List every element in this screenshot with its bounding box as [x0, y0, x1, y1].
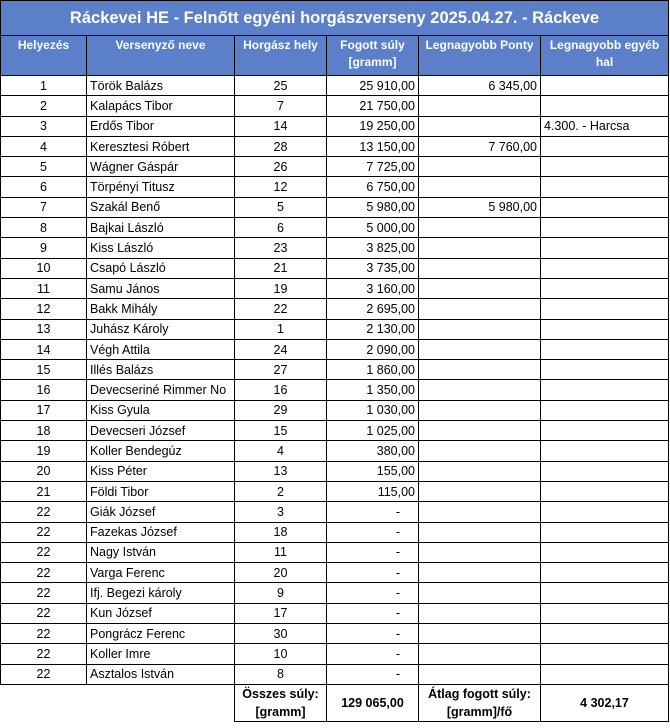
largest-carp-cell — [419, 542, 541, 562]
largest-other-fish-cell — [541, 400, 669, 420]
caught-weight-cell: 25 910,00 — [327, 76, 419, 96]
fishing-spot-cell: 16 — [235, 380, 327, 400]
table-row — [1, 522, 669, 542]
table-row — [1, 197, 669, 217]
largest-other-fish-cell — [541, 542, 669, 562]
fishing-spot-cell: 12 — [235, 177, 327, 197]
competitor-name-cell: Ifj. Begezi károly — [87, 583, 235, 603]
position-cell: 10 — [1, 258, 87, 278]
competitor-name-cell: Szakál Benő — [87, 197, 235, 217]
caught-weight-cell: 13 150,00 — [327, 136, 419, 156]
competitor-name-cell: Törpényi Titusz — [87, 177, 235, 197]
largest-carp-cell — [419, 339, 541, 359]
position-cell: 22 — [1, 624, 87, 644]
competitor-name-cell: Végh Attila — [87, 339, 235, 359]
largest-carp-cell — [419, 603, 541, 623]
table-row — [1, 96, 669, 116]
table-row — [1, 177, 669, 197]
position-cell: 15 — [1, 360, 87, 380]
column-header-position: Helyezés — [1, 36, 87, 76]
fishing-spot-cell: 19 — [235, 278, 327, 298]
table-row — [1, 441, 669, 461]
position-cell: 22 — [1, 522, 87, 542]
position-cell: 11 — [1, 278, 87, 298]
largest-other-fish-cell — [541, 96, 669, 116]
largest-other-fish-cell — [541, 380, 669, 400]
competitor-name-cell: Samu János — [87, 278, 235, 298]
caught-weight-cell: 7 725,00 — [327, 157, 419, 177]
largest-other-fish-cell — [541, 522, 669, 542]
total-weight-value: 129 065,00 — [327, 684, 419, 721]
largest-carp-cell — [419, 238, 541, 258]
summary-blank — [87, 684, 235, 721]
largest-other-fish-cell — [541, 238, 669, 258]
caught-weight-cell: 380,00 — [327, 441, 419, 461]
header-row — [1, 36, 669, 76]
fishing-spot-cell: 1 — [235, 319, 327, 339]
largest-carp-cell — [419, 96, 541, 116]
position-cell: 6 — [1, 177, 87, 197]
competitor-name-cell: Török Balázs — [87, 76, 235, 96]
largest-other-fish-cell — [541, 177, 669, 197]
average-weight-label: Átlag fogott súly: [gramm]/fő — [419, 684, 541, 721]
largest-carp-cell — [419, 380, 541, 400]
competitor-name-cell: Juhász Károly — [87, 319, 235, 339]
largest-other-fish-cell — [541, 197, 669, 217]
largest-carp-cell — [419, 319, 541, 339]
largest-carp-cell: 5 980,00 — [419, 197, 541, 217]
fishing-spot-cell: 13 — [235, 461, 327, 481]
caught-weight-cell: - — [327, 502, 419, 522]
position-cell: 7 — [1, 197, 87, 217]
fishing-spot-cell: 22 — [235, 299, 327, 319]
caught-weight-cell: 2 090,00 — [327, 339, 419, 359]
table-row — [1, 624, 669, 644]
caught-weight-cell: 1 025,00 — [327, 421, 419, 441]
competitor-name-cell: Asztalos István — [87, 664, 235, 684]
largest-other-fish-cell — [541, 76, 669, 96]
caught-weight-cell: 1 350,00 — [327, 380, 419, 400]
competitor-name-cell: Wágner Gáspár — [87, 157, 235, 177]
competitor-name-cell: Erdős Tibor — [87, 116, 235, 136]
largest-carp-cell — [419, 278, 541, 298]
largest-other-fish-cell — [541, 339, 669, 359]
competitor-name-cell: Varga Ferenc — [87, 563, 235, 583]
competitor-name-cell: Devecseriné Rimmer No — [87, 380, 235, 400]
table-row — [1, 542, 669, 562]
average-weight-value: 4 302,17 — [541, 684, 669, 721]
total-weight-label: Összes súly: [gramm] — [235, 684, 327, 721]
largest-carp-cell — [419, 461, 541, 481]
fishing-spot-cell: 18 — [235, 522, 327, 542]
largest-carp-cell — [419, 522, 541, 542]
caught-weight-cell: 3 735,00 — [327, 258, 419, 278]
largest-other-fish-cell — [541, 603, 669, 623]
caught-weight-cell: - — [327, 563, 419, 583]
caught-weight-cell: 2 130,00 — [327, 319, 419, 339]
largest-other-fish-cell — [541, 624, 669, 644]
fishing-spot-cell: 7 — [235, 96, 327, 116]
largest-carp-cell — [419, 664, 541, 684]
position-cell: 19 — [1, 441, 87, 461]
fishing-spot-cell: 30 — [235, 624, 327, 644]
largest-carp-cell — [419, 258, 541, 278]
column-header-name: Versenyző neve — [87, 36, 235, 76]
competitor-name-cell: Kalapács Tibor — [87, 96, 235, 116]
largest-carp-cell — [419, 360, 541, 380]
caught-weight-cell: 5 000,00 — [327, 218, 419, 238]
largest-other-fish-cell — [541, 157, 669, 177]
position-cell: 14 — [1, 339, 87, 359]
caught-weight-cell: 21 750,00 — [327, 96, 419, 116]
largest-other-fish-cell — [541, 481, 669, 501]
table-row — [1, 319, 669, 339]
fishing-spot-cell: 25 — [235, 76, 327, 96]
caught-weight-cell: 6 750,00 — [327, 177, 419, 197]
table-row — [1, 278, 669, 298]
fishing-spot-cell: 2 — [235, 481, 327, 501]
largest-other-fish-cell — [541, 218, 669, 238]
largest-other-fish-cell — [541, 299, 669, 319]
table-row — [1, 116, 669, 136]
column-header-weight: Fogott súly [gramm] — [327, 36, 419, 76]
position-cell: 22 — [1, 542, 87, 562]
competitor-name-cell: Keresztesi Róbert — [87, 136, 235, 156]
position-cell: 8 — [1, 218, 87, 238]
caught-weight-cell: - — [327, 542, 419, 562]
largest-carp-cell — [419, 644, 541, 664]
largest-carp-cell — [419, 563, 541, 583]
table-row — [1, 563, 669, 583]
position-cell: 22 — [1, 502, 87, 522]
competitor-name-cell: Devecseri József — [87, 421, 235, 441]
position-cell: 12 — [1, 299, 87, 319]
largest-carp-cell — [419, 583, 541, 603]
column-header-place: Horgász hely — [235, 36, 327, 76]
table-row — [1, 664, 669, 684]
position-cell: 17 — [1, 400, 87, 420]
caught-weight-cell: 115,00 — [327, 481, 419, 501]
table-row — [1, 502, 669, 522]
page-title: Ráckevei HE - Felnőtt egyéni horgászverseny 2025.04.27. - Ráckeve — [1, 1, 669, 36]
fishing-spot-cell: 3 — [235, 502, 327, 522]
competitor-name-cell: Bajkai László — [87, 218, 235, 238]
position-cell: 20 — [1, 461, 87, 481]
position-cell: 22 — [1, 563, 87, 583]
summary-blank — [1, 684, 87, 721]
table-row — [1, 258, 669, 278]
largest-carp-cell — [419, 441, 541, 461]
largest-other-fish-cell — [541, 583, 669, 603]
table-row — [1, 644, 669, 664]
competitor-name-cell: Kun József — [87, 603, 235, 623]
fishing-spot-cell: 20 — [235, 563, 327, 583]
competitor-name-cell: Bakk Mihály — [87, 299, 235, 319]
fishing-spot-cell: 26 — [235, 157, 327, 177]
caught-weight-cell: 3 825,00 — [327, 238, 419, 258]
summary-row — [1, 684, 669, 721]
caught-weight-cell: - — [327, 624, 419, 644]
largest-other-fish-cell — [541, 563, 669, 583]
caught-weight-cell: - — [327, 583, 419, 603]
table-row — [1, 339, 669, 359]
fishing-spot-cell: 17 — [235, 603, 327, 623]
competitor-name-cell: Koller Bendegúz — [87, 441, 235, 461]
fishing-spot-cell: 6 — [235, 218, 327, 238]
caught-weight-cell: - — [327, 522, 419, 542]
table-row — [1, 76, 669, 96]
competitor-name-cell: Kiss Péter — [87, 461, 235, 481]
table-row — [1, 380, 669, 400]
largest-carp-cell — [419, 157, 541, 177]
largest-carp-cell: 6 345,00 — [419, 76, 541, 96]
fishing-spot-cell: 15 — [235, 421, 327, 441]
position-cell: 3 — [1, 116, 87, 136]
position-cell: 4 — [1, 136, 87, 156]
competitor-name-cell: Pongrácz Ferenc — [87, 624, 235, 644]
position-cell: 22 — [1, 644, 87, 664]
largest-other-fish-cell — [541, 319, 669, 339]
caught-weight-cell: 1 030,00 — [327, 400, 419, 420]
fishing-spot-cell: 21 — [235, 258, 327, 278]
table-row — [1, 461, 669, 481]
largest-other-fish-cell — [541, 664, 669, 684]
competitor-name-cell: Kiss László — [87, 238, 235, 258]
largest-other-fish-cell — [541, 441, 669, 461]
competitor-name-cell: Giák József — [87, 502, 235, 522]
caught-weight-cell: 3 160,00 — [327, 278, 419, 298]
fishing-spot-cell: 9 — [235, 583, 327, 603]
column-header-other: Legnagyobb egyéb hal — [541, 36, 669, 76]
table-row — [1, 360, 669, 380]
largest-carp-cell — [419, 116, 541, 136]
table-row — [1, 218, 669, 238]
competitor-name-cell: Koller Imre — [87, 644, 235, 664]
fishing-spot-cell: 8 — [235, 664, 327, 684]
competitor-name-cell: Fazekas József — [87, 522, 235, 542]
table-row — [1, 400, 669, 420]
largest-other-fish-cell: 4.300. - Harcsa — [541, 116, 669, 136]
largest-other-fish-cell — [541, 258, 669, 278]
position-cell: 5 — [1, 157, 87, 177]
caught-weight-cell: 155,00 — [327, 461, 419, 481]
position-cell: 16 — [1, 380, 87, 400]
fishing-spot-cell: 5 — [235, 197, 327, 217]
caught-weight-cell: 5 980,00 — [327, 197, 419, 217]
largest-carp-cell — [419, 400, 541, 420]
fishing-spot-cell: 24 — [235, 339, 327, 359]
largest-carp-cell — [419, 481, 541, 501]
caught-weight-cell: - — [327, 664, 419, 684]
competitor-name-cell: Kiss Gyula — [87, 400, 235, 420]
position-cell: 21 — [1, 481, 87, 501]
largest-other-fish-cell — [541, 421, 669, 441]
competitor-name-cell: Csapó László — [87, 258, 235, 278]
caught-weight-cell: - — [327, 644, 419, 664]
largest-other-fish-cell — [541, 278, 669, 298]
fishing-spot-cell: 28 — [235, 136, 327, 156]
largest-other-fish-cell — [541, 502, 669, 522]
largest-carp-cell — [419, 177, 541, 197]
position-cell: 22 — [1, 603, 87, 623]
largest-other-fish-cell — [541, 461, 669, 481]
caught-weight-cell: 19 250,00 — [327, 116, 419, 136]
caught-weight-cell: 2 695,00 — [327, 299, 419, 319]
results-body — [1, 76, 669, 685]
position-cell: 13 — [1, 319, 87, 339]
fishing-spot-cell: 4 — [235, 441, 327, 461]
largest-carp-cell — [419, 218, 541, 238]
table-row — [1, 238, 669, 258]
largest-carp-cell — [419, 421, 541, 441]
fishing-spot-cell: 29 — [235, 400, 327, 420]
position-cell: 2 — [1, 96, 87, 116]
fishing-spot-cell: 11 — [235, 542, 327, 562]
table-row — [1, 603, 669, 623]
table-row — [1, 136, 669, 156]
table-row — [1, 583, 669, 603]
fishing-spot-cell: 23 — [235, 238, 327, 258]
position-cell: 9 — [1, 238, 87, 258]
largest-carp-cell — [419, 299, 541, 319]
largest-carp-cell — [419, 502, 541, 522]
competitor-name-cell: Földi Tibor — [87, 481, 235, 501]
position-cell: 18 — [1, 421, 87, 441]
caught-weight-cell: 1 860,00 — [327, 360, 419, 380]
largest-other-fish-cell — [541, 360, 669, 380]
largest-carp-cell: 7 760,00 — [419, 136, 541, 156]
table-row — [1, 157, 669, 177]
fishing-spot-cell: 27 — [235, 360, 327, 380]
position-cell: 1 — [1, 76, 87, 96]
largest-other-fish-cell — [541, 644, 669, 664]
largest-carp-cell — [419, 624, 541, 644]
table-row — [1, 299, 669, 319]
position-cell: 22 — [1, 583, 87, 603]
largest-other-fish-cell — [541, 136, 669, 156]
competitor-name-cell: Nagy István — [87, 542, 235, 562]
table-row — [1, 421, 669, 441]
fishing-spot-cell: 14 — [235, 116, 327, 136]
table-row — [1, 481, 669, 501]
position-cell: 22 — [1, 664, 87, 684]
competitor-name-cell: Illés Balázs — [87, 360, 235, 380]
caught-weight-cell: - — [327, 603, 419, 623]
column-header-carp: Legnagyobb Ponty — [419, 36, 541, 76]
fishing-spot-cell: 10 — [235, 644, 327, 664]
